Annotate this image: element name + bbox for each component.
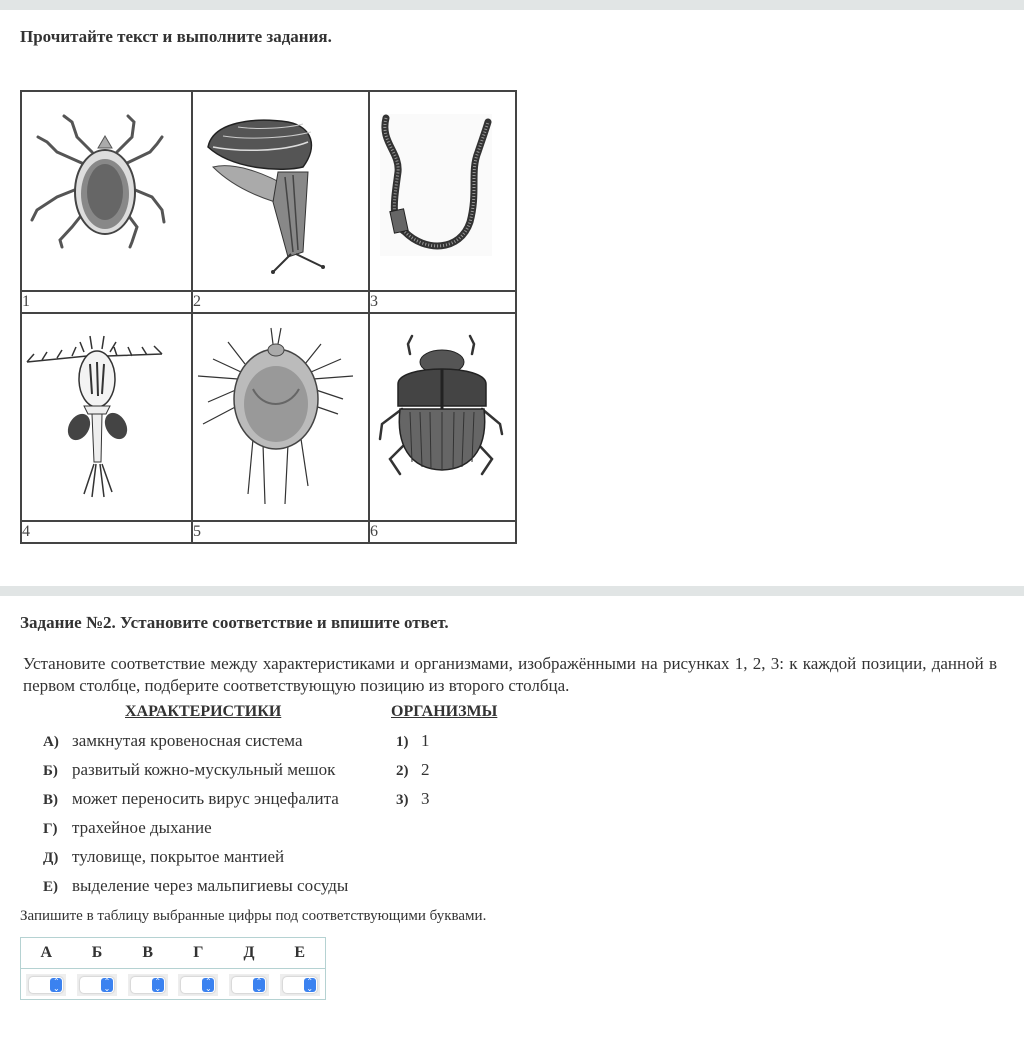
answer-table-header	[21, 938, 325, 969]
characteristic-item: Б) развитый кожно-мускульный мешок	[43, 760, 336, 779]
answer-select-a[interactable]	[26, 974, 66, 996]
organisms-heading: ОРГАНИЗМЫ	[391, 703, 498, 720]
select-stepper-icon[interactable]: ⌃ ⌄	[253, 978, 265, 992]
figure-label-2: 2	[192, 291, 369, 313]
task-intro: Установите соответствие между характеристиками и организмами, изображёнными на рисунках 1, 2, 3: к каждой позиции, данной в первом столбце, подберите соответствующую позицию из второго столбца.	[23, 654, 997, 695]
section-separator	[0, 586, 1024, 596]
figure-cell-6	[369, 313, 516, 521]
figure-cell-1	[21, 91, 192, 291]
characteristic-item: А) замкнутая кровеносная система	[43, 731, 303, 750]
select-stepper-icon[interactable]: ⌃ ⌄	[152, 978, 164, 992]
answer-select-v[interactable]	[128, 974, 168, 996]
answer-header-a: А	[40, 944, 53, 961]
figure-cell-3	[369, 91, 516, 291]
organism-item: 3) 3	[396, 789, 430, 808]
answer-instruction: Запишите в таблицу выбранные цифры под соответствующими буквами.	[20, 908, 487, 924]
page-title: Прочитайте текст и выполните задания.	[20, 27, 332, 46]
organism-item: 2) 2	[396, 760, 430, 779]
answer-header-b: Б	[91, 944, 103, 961]
cyclops-icon	[22, 314, 191, 520]
answer-select-d[interactable]	[229, 974, 269, 996]
figure-label-1: 1	[21, 291, 192, 313]
beetle-icon	[370, 314, 515, 520]
characteristic-item: Д) туловище, покрытое мантией	[43, 847, 285, 866]
figure-label-6: 6	[369, 521, 516, 543]
answer-header-e: Е	[294, 944, 306, 961]
answer-header-g: Г	[193, 944, 204, 961]
figure-cell-2	[192, 91, 369, 291]
mite-icon	[193, 314, 368, 520]
figure-label-5: 5	[192, 521, 369, 543]
select-stepper-icon[interactable]: ⌃ ⌄	[50, 978, 62, 992]
answer-header-v: В	[142, 944, 154, 961]
figure-cell-5	[192, 313, 369, 521]
characteristic-item: Г) трахейное дыхание	[43, 818, 212, 837]
figure-cell-4	[21, 313, 192, 521]
answer-select-b[interactable]	[77, 974, 117, 996]
top-separator	[0, 0, 1024, 10]
earthworm-icon	[370, 92, 515, 290]
characteristic-item: В) может переносить вирус энцефалита	[43, 789, 339, 808]
tick-icon	[22, 92, 191, 290]
answer-header-d: Д	[243, 944, 255, 961]
figure-label-4: 4	[21, 521, 192, 543]
select-stepper-icon[interactable]: ⌃ ⌄	[304, 978, 316, 992]
organism-item: 1) 1	[396, 731, 430, 750]
select-stepper-icon[interactable]: ⌃ ⌄	[101, 978, 113, 992]
select-stepper-icon[interactable]: ⌃ ⌄	[202, 978, 214, 992]
characteristic-item: Е) выделение через мальпигиевы сосуды	[43, 876, 349, 895]
answer-table-inputs	[21, 969, 325, 1000]
answer-table	[20, 937, 326, 1000]
figure-label-3: 3	[369, 291, 516, 313]
organisms-figure-table	[20, 90, 517, 544]
characteristics-heading: ХАРАКТЕРИСТИКИ	[125, 703, 282, 720]
task-title: Задание №2. Установите соответствие и впишите ответ.	[20, 613, 449, 632]
snail-icon	[193, 92, 368, 290]
answer-select-g[interactable]	[178, 974, 218, 996]
answer-select-e[interactable]	[280, 974, 320, 996]
